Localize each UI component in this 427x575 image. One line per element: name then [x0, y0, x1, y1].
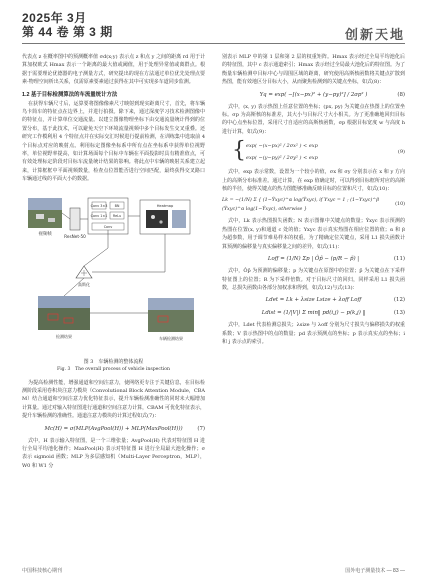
label-output: 车辆检测结果 — [159, 335, 183, 341]
equation-7 — [22, 424, 205, 434]
sky-region — [28, 198, 62, 210]
label-neck2: Conv 1×1 — [90, 213, 108, 218]
equation-body: Mc(H) = σ(MLP(AvgPool(H)) + MLP(MaxPool(H))) — [44, 425, 183, 432]
figure-caption-en: Fig. 3 The overall process of vehicle inspection — [57, 367, 170, 373]
heatmap-peak — [159, 220, 162, 223]
paragraph: 在获得车辆尺寸后，运算要将图像像素尺寸映射到现实距离尺寸，首先，将车辆鸟卡简车的特征点在边界上，并进行拍摄。除下来，通过深度学习技术检测图像中的特征点，并计算单位交通流量。以建立图像物理坐标下由交通流量统计得到的位置分布，基于此技术，可以避免天空下环境流量视频中多个目标发生交叉重叠。还研究工作模利用 4 个特征点并在实际交汇时候进行提前检测，在训练集中选取前 4 个目标点对应的映射点。利用标定图像坐标系中所有点在坐标系中获得单位视野率，单位视野率提高，如计算场面每个目标中车辆在平面投影时具有精准值点，可有效处理标定阶段对目标车流量统计结果的影响。将此点中车辆的映射关系建立起来，计算框框中平面视频数量，检查点位置能否进行空间匹配，最终获得交叉路口车辆通过线的平面大小的数据。 — [22, 100, 205, 183]
equation-12 — [222, 295, 405, 305]
label-sum: 高斯化 — [78, 281, 90, 287]
equation-11 — [222, 254, 405, 264]
arrow — [62, 213, 70, 219]
figure-vehicle-inspection — [22, 188, 205, 356]
flowchart-diagram — [22, 188, 205, 356]
paragraph: 式中，Ôp̃ 为预测的偏移量；p 为关键点在原图中的位置；p̃ 为关键点在下采样特征图上的位置；R 为下采样倍数。对于目标尺寸的回归，同样采用 L1 损失函数，总损失函数由各部分加权求和得到，如式(12)与式(13)： — [222, 268, 405, 291]
equation-body: Ldet = Lk + λsize Lsize + λoff Loff — [265, 297, 362, 304]
car-shape — [48, 218, 55, 222]
header-rule — [22, 43, 405, 44]
equation-body: Ldist = (1/|V|) Σ min‖ pd(i,j) − p(k,j) ‖ — [261, 310, 366, 317]
equation-number: (7) — [197, 425, 205, 432]
page-header — [22, 6, 405, 46]
equation-number: (12) — [393, 297, 405, 304]
right-column — [222, 53, 405, 347]
label-upsample: Conv — [103, 224, 113, 229]
heatmap-peak — [151, 215, 155, 219]
paragraph: 式中，H 表示输入特征图，是一个三维张量；AvgPool(H) 代表对特征图 H 进行全局平均池化操作；MaxPool(H) 表示对特征图 H 进行全局最大池化操作；σ 表示 sigmoid 函数；MLP 为多层感知机（Multi-Layer Perceptron，MLP），W0 和 W1 分 — [22, 437, 205, 469]
journal-volume-issue: 第 44 卷 第 3 期 — [22, 25, 113, 39]
equation-9 — [222, 139, 405, 165]
footer-journal-tag: 中国科技核心期刊 — [22, 568, 63, 574]
figure-caption-cn: 图 3 车辆检测的整体流程 — [83, 358, 144, 365]
label-heatmap: Heatmap — [156, 203, 174, 208]
equation-number: (8) — [397, 91, 405, 98]
label-neck1: Conv 3×3 — [90, 203, 108, 208]
result-sky — [38, 296, 90, 308]
paragraph: 式中，Lk 表示热图损失函数；N 表示图像中关键点的数量；Ŷxyc 表示预测的热图在位置(x, y)和通道 c 处的值；Yxyc 表示真实热图在相应位置的值；α 和 β 为超参数，用于调节难易样本的权重。为了精确定位关键点，采用 L1 损失函数计算预测的偏移量与真实偏移量之间的差异，如式(11)： — [222, 218, 405, 250]
paragraph: 式中，exp 表示常数，设置为一个较小的值，σx 和 σy 分别表示在 x 和 y 方向上的高斯分布标准差。通过计算，在 exp 值确定时，可以得到目标框所对应的高斯核的半径，使得关键点的热力图能够准确反映目标的位置和尺寸，如式(10)： — [222, 169, 405, 193]
equation-number: (10) — [395, 202, 405, 208]
label-result: 检测结果 — [56, 333, 72, 339]
arrow — [84, 248, 108, 266]
label-bn: BN — [114, 203, 120, 208]
paragraph: 代表点 z 在概率图中的预测概率值 σd(x;y) 表示点 z 和点 y 之间的距离 rd 用于计算加权欧式 Hmax 表示一个距离的最大值或阈值，用于处理异常值或离群点。根据于需要理论优德器的电子测量方式，研究提出的现在方法通过单位优先处理点要素-物理空间析出关系，仅需原素要素通过获得在其中可实现多车道同步监测。 — [22, 54, 205, 86]
paragraph: 为提高检测性能，增强通道和空间注意力，使网络更专注于关键信息，在目标检测阶段采用卷积块注意力模块（Convolutional Block Attention Module，CBAM）结合通道和空间注意力优化特征表示，提升车辆检测准确性的同时未大幅增加计算量。通过对输入特征图进行通道和空间注意力计算，CBAM 可优化特征表示，提升车辆检测的准确性。通道注意力模块的计算过程如式(7)： — [22, 379, 205, 420]
paragraph: 式中，(x, y) 表示热图上任意位置的坐标；(px, py) 为关键点在热图上的位置坐标。σp 为高斯核的标准差，其大小与目标尺寸大小相关。为了更准确地回归目标的中心点坐标位置，采用尺寸自适应的高斯核函数，σp 根据目标宽度 w 与高度 h 进行计算，如式(9)： — [222, 103, 405, 135]
equation-body: Loff = (1/N) Σp | Ôp̃ − (p/R − p̃) | — [267, 256, 360, 263]
car-shape — [36, 214, 44, 219]
equation-13 — [222, 308, 405, 318]
backbone-block — [70, 208, 80, 230]
equation-row: exp( −(y−py)² / 2σy² ) < exp — [246, 155, 318, 162]
equation-number: (13) — [393, 310, 405, 317]
footer-page-number: 国外电子测量技术 — 83 — — [345, 568, 405, 574]
equation-number: (9) — [397, 149, 405, 156]
equation-8 — [222, 90, 405, 100]
section-heading: 1.2 基于目标检测算法的车流量统计方法 — [22, 91, 118, 98]
output-preview — [172, 210, 186, 228]
brace-symbol: { — [232, 138, 246, 164]
equation-body: Lk = −(1/N) Σ { (1−Ŷxyc)^α log(Ŷxyc), if Yxyc = 1 ; (1−Yxyc)^β (Ŷxyc)^α log(1−Ŷxyc), otherwise } — [222, 198, 379, 213]
paragraph: 式中，Ldet 代表检测总损失；λsize 与 λoff 分别为尺寸损失与偏移损失的权重系数；V 表示热图中的点的数量；pd 表示预测点的坐标；p 表示真实点的坐标；i 和 j 表示点的索引。 — [222, 322, 405, 346]
equation-number: (11) — [393, 256, 405, 263]
label-backbone: ResNet-50 — [64, 233, 86, 239]
equation-row: exp( −(x−px)² / 2σx² ) < exp — [246, 143, 318, 150]
arrow — [64, 278, 84, 296]
heatmap-image — [146, 210, 168, 228]
label-relu: ReLu — [112, 213, 122, 218]
journal-date: 2025年 3月 — [22, 11, 87, 25]
label-frame: 视频帧 — [38, 231, 52, 237]
left-column — [22, 53, 205, 470]
equation-body: Yq = exp( −[(x−px)² + (y−py)²] / 2σp² ) — [259, 91, 368, 98]
equation-10 — [222, 196, 405, 214]
paragraph: 别表示 MLP 中的第 1 层和第 2 层的权重矩阵。Hmax 表示经过全局平均池化后的特征图，其中 c 表示通道索引；Hmax 表示经过全局最大池化后的特征图。为了衡量车辆检测中目标中心与周围区域的距离，研究使用高斯核函数将关键点扩散到热图，能有效地区分目标大小，从而聚焦检测到的关键点坐标，如式(8)： — [222, 54, 405, 86]
output-sky — [148, 298, 194, 310]
section-brand: 创新天地 — [344, 27, 405, 42]
